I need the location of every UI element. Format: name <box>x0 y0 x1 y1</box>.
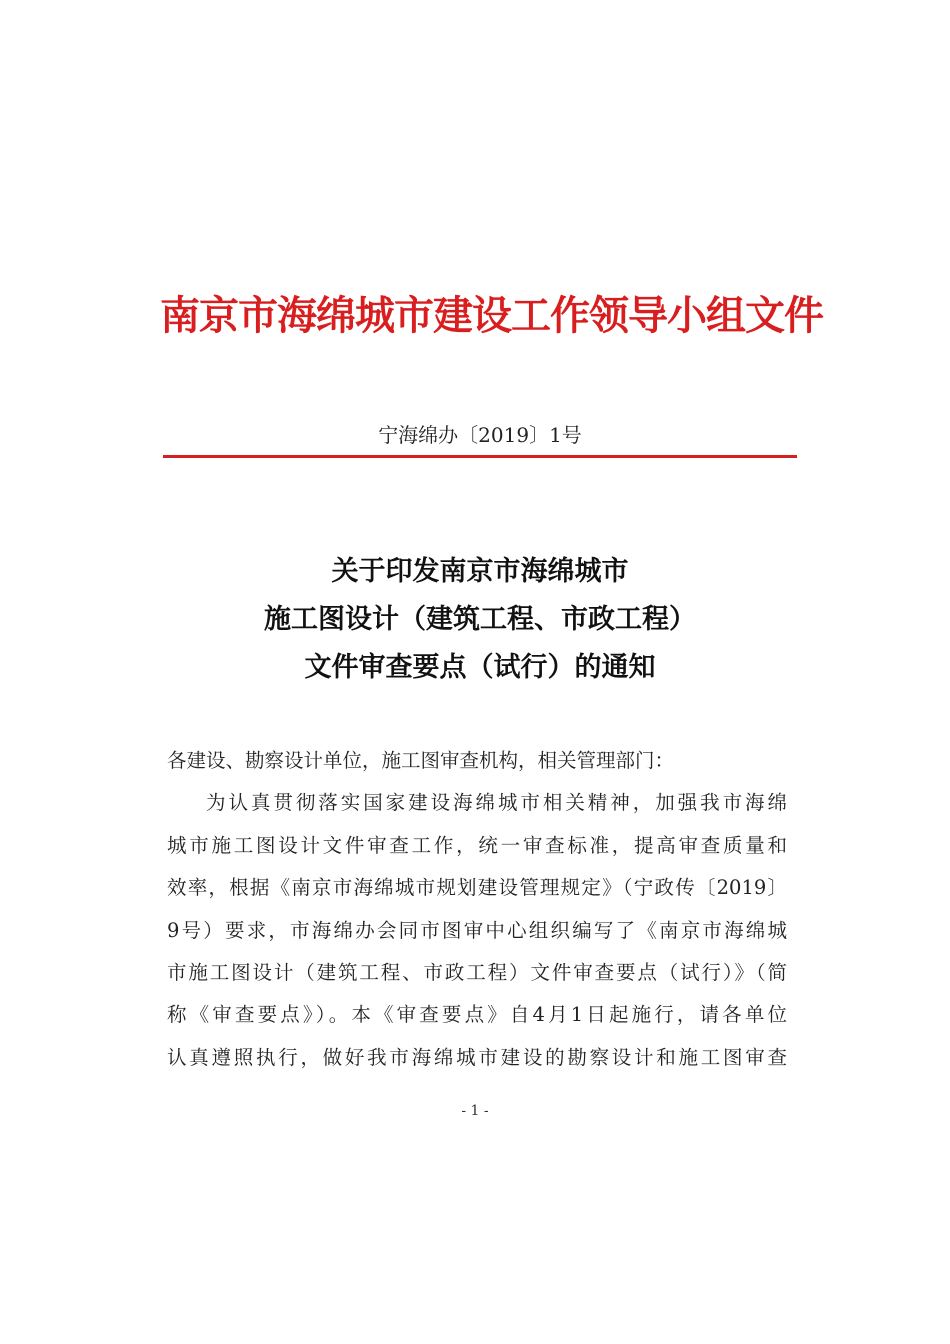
notice-title <box>160 548 800 692</box>
body-line: 称《审查要点》）。本《审查要点》自4月1日起施行，请各单位 <box>167 1003 787 1027</box>
body-text <box>167 740 787 1079</box>
red-divider-line <box>163 455 797 458</box>
body-line: 市施工图设计（建筑工程、市政工程）文件审查要点（试行）》（简 <box>167 960 787 984</box>
document-number: 宁海绵办〔2019〕1号 <box>378 423 582 447</box>
notice-title-line: 文件审查要点（试行）的通知 <box>304 652 656 683</box>
body-line: 为认真贯彻落实国家建设海绵城市相关精神，加强我市海绵 <box>206 791 787 815</box>
page-number: - 1 - <box>461 1103 489 1119</box>
salutation: 各建设、勘察设计单位，施工图审查机构，相关管理部门： <box>167 749 675 772</box>
body-line: 9号）要求，市海绵办会同市图审中心组织编写了《南京市海绵城 <box>167 918 787 942</box>
body-line: 城市施工图设计文件审查工作，统一审查标准，提高审查质量和 <box>167 833 787 857</box>
document-header-title: 南京市海绵城市建设工作领导小组文件 <box>160 292 823 339</box>
body-line: 认真遵照执行，做好我市海绵城市建设的勘察设计和施工图审查 <box>167 1045 787 1069</box>
notice-title-line: 关于印发南京市海绵城市 <box>331 556 629 587</box>
notice-title-line: 施工图设计（建筑工程、市政工程） <box>264 604 696 635</box>
body-line: 效率，根据《南京市海绵城市规划建设管理规定》（宁政传〔2019〕 <box>167 876 787 900</box>
